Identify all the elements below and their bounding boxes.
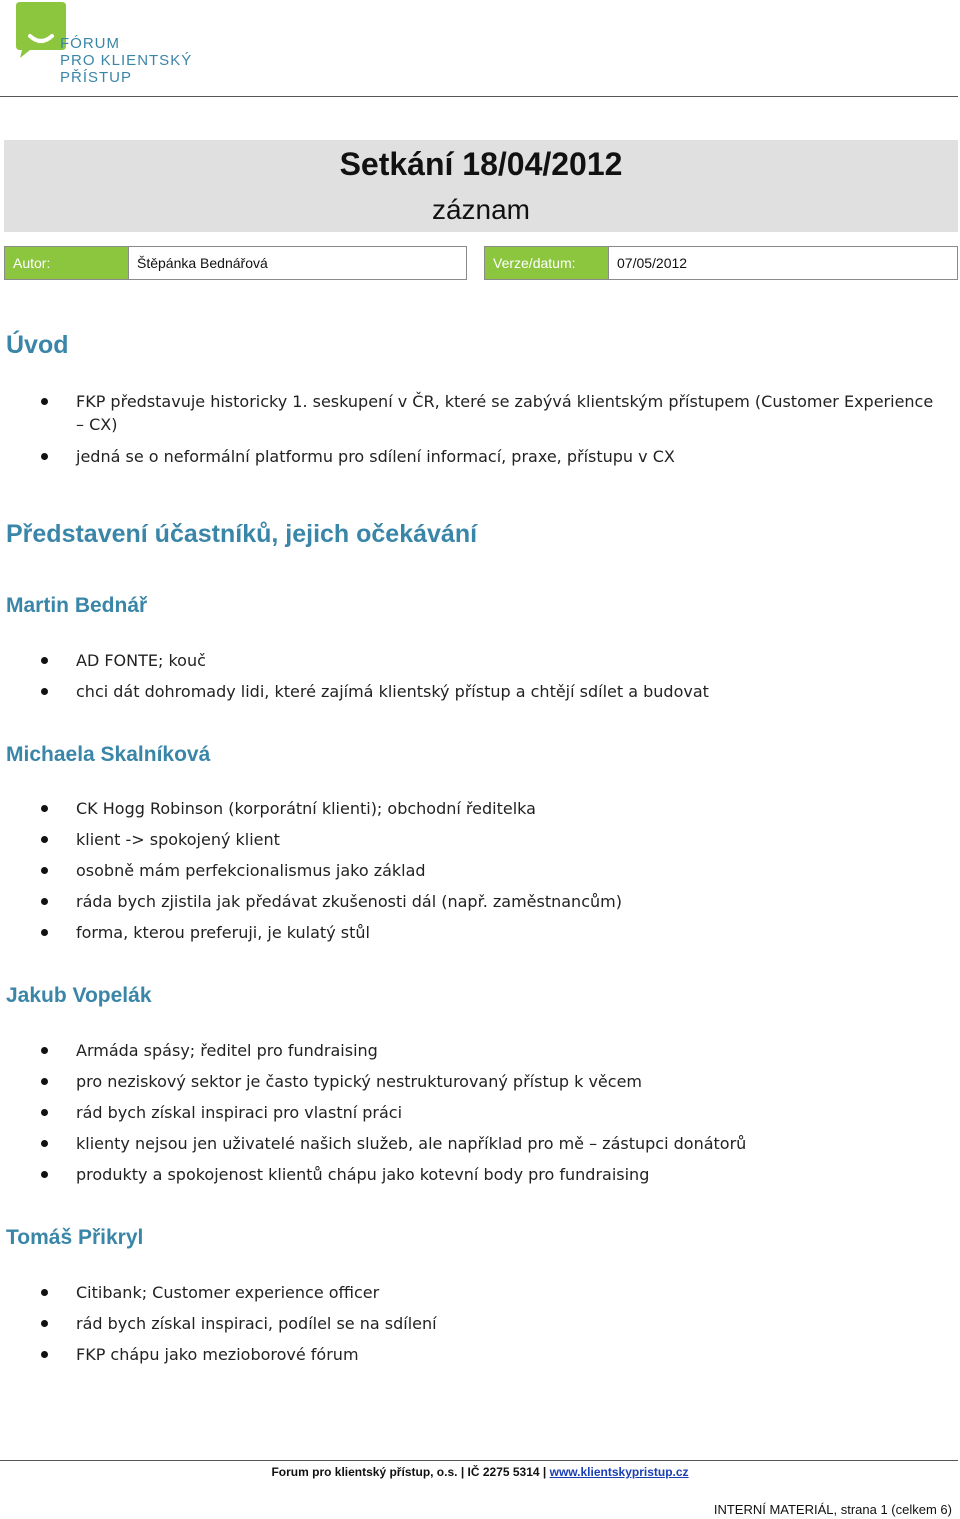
list-item (0, 1343, 940, 1366)
list-item-text: rád bych získal inspiraci pro vlastní práci (76, 1103, 403, 1122)
list-item-text: produkty a spokojenost klientů chápu jako kotevní body pro fundraising (76, 1165, 650, 1184)
list-item (0, 890, 940, 913)
footer-divider (0, 1460, 958, 1461)
version-label: Verze/datum: (485, 247, 609, 279)
list-item-text: FKP představuje historicky 1. seskupení v ČR, které se zabývá klientským přístupem (Customer Experience – CX) (76, 392, 934, 434)
person-name-martin: Martin Bednář (6, 594, 148, 617)
list-item-text: AD FONTE; kouč (76, 651, 206, 670)
list-item (0, 921, 940, 944)
list-item (0, 1070, 940, 1093)
page-note: INTERNÍ MATERIÁL, strana 1 (celkem 6) (713, 1502, 952, 1517)
bullet-icon (41, 1351, 48, 1358)
person-name-tomas: Tomáš Přikryl (6, 1226, 144, 1249)
list-item-text: Armáda spásy; ředitel pro fundraising (76, 1041, 378, 1060)
logo-line-2: PRO KLIENTSKÝ (60, 52, 193, 69)
list-item (0, 859, 940, 882)
list-item-text: Citibank; Customer experience officer (76, 1283, 380, 1302)
bullet-icon (41, 1047, 48, 1054)
person-list-tomas (0, 1281, 940, 1366)
list-item-text: forma, kterou preferuji, je kulatý stůl (76, 923, 370, 942)
list-item-text: jedná se o neformální platformu pro sdílení informací, praxe, přístupu v CX (76, 447, 675, 466)
bullet-icon (41, 1109, 48, 1116)
author-row (4, 246, 467, 280)
logo-line-3: PŘÍSTUP (60, 69, 133, 86)
list-item-text: rád bych získal inspiraci, podílel se na sdílení (76, 1314, 437, 1333)
intro-heading: Úvod (6, 331, 69, 359)
list-item (0, 797, 940, 820)
list-item (0, 1039, 940, 1062)
version-value: 07/05/2012 (617, 255, 688, 271)
list-item (0, 1132, 940, 1155)
list-item (0, 1163, 940, 1186)
list-item-text: ráda bych zjistila jak předávat zkušenosti dál (např. zaměstnancům) (76, 892, 622, 911)
footer-line (0, 1465, 960, 1479)
bullet-icon (41, 867, 48, 874)
bullet-icon (41, 929, 48, 936)
list-item-text: CK Hogg Robinson (korporátní klienti); obchodní ředitelka (76, 799, 536, 818)
bullet-icon (41, 688, 48, 695)
person-list-martin (0, 649, 940, 703)
list-item-text: pro neziskový sektor je často typický nestrukturovaný přístup k věcem (76, 1072, 642, 1091)
list-item-text: osobně mám perfekcionalismus jako základ (76, 861, 426, 880)
bullet-icon (41, 1078, 48, 1085)
logo-line-1: FÓRUM (60, 35, 120, 52)
person-name-michaela: Michaela Skalníková (6, 743, 211, 766)
document-title: Setkání 18/04/2012 (339, 146, 623, 182)
list-item-text: klienty nejsou jen uživatelé našich služeb, ale například pro mě – zástupci donátorů (76, 1134, 747, 1153)
logo (16, 2, 216, 90)
bullet-icon (41, 1320, 48, 1327)
list-item-text: FKP chápu jako mezioborové fórum (76, 1345, 359, 1364)
intro-list (0, 390, 940, 468)
list-item (0, 649, 940, 672)
list-item (0, 1312, 940, 1335)
bullet-icon (41, 805, 48, 812)
list-item-text: chci dát dohromady lidi, které zajímá klientský přístup a chtějí sdílet a budovat (76, 682, 709, 701)
bullet-icon (41, 453, 48, 460)
person-name-jakub: Jakub Vopelák (6, 984, 152, 1007)
list-item (0, 1101, 940, 1124)
list-item (0, 828, 940, 851)
person-list-michaela (0, 797, 940, 944)
logo-wordmark (58, 34, 228, 90)
author-label: Autor: (5, 247, 129, 279)
version-row (484, 246, 958, 280)
list-item (0, 390, 940, 436)
bullet-icon (41, 398, 48, 405)
title-box (4, 140, 958, 232)
list-item (0, 680, 940, 703)
list-item-text: klient -> spokojený klient (76, 830, 280, 849)
person-list-jakub (0, 1039, 940, 1186)
bullet-icon (41, 1171, 48, 1178)
participants-heading: Představení účastníků, jejich očekávání (6, 520, 478, 548)
header-divider (0, 96, 958, 97)
list-item (0, 445, 940, 468)
document-subtitle: záznam (431, 194, 531, 225)
footer-org: Forum pro klientský přístup, o.s. | IČ 2275 5314 | (271, 1465, 547, 1479)
bullet-icon (41, 657, 48, 664)
author-value: Štěpánka Bednářová (137, 255, 268, 271)
footer-website-link[interactable]: www.klientskypristup.cz (549, 1465, 689, 1479)
bullet-icon (41, 1140, 48, 1147)
bullet-icon (41, 1289, 48, 1296)
bullet-icon (41, 898, 48, 905)
bullet-icon (41, 836, 48, 843)
list-item (0, 1281, 940, 1304)
